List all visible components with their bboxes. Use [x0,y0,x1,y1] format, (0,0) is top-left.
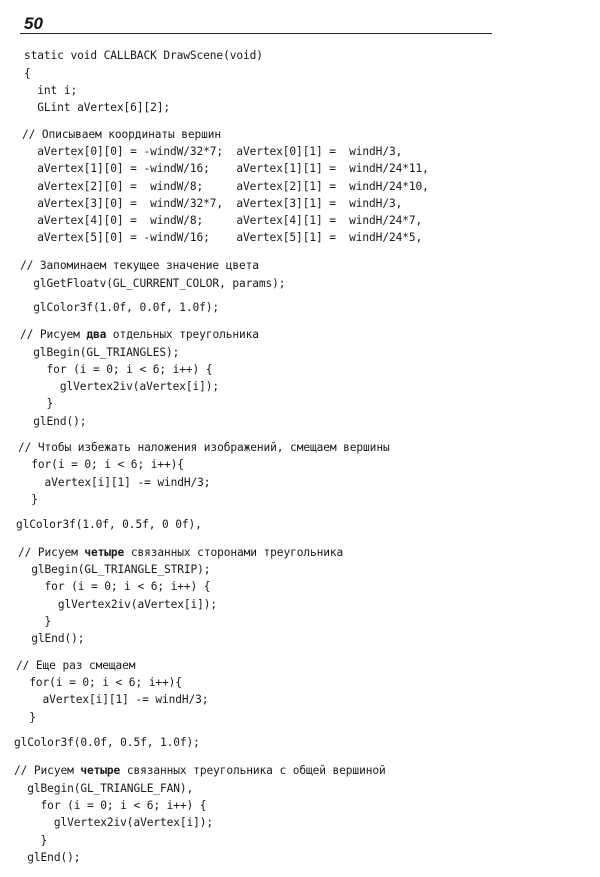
page-number: 50 [24,14,43,33]
code-line: GLint aVertex[6][2]; [24,101,170,114]
code-line: for(i = 0; i < 6; i++){ [16,676,182,689]
comment-suffix: отдельных треугольника [106,328,259,341]
code-line: for(i = 0; i < 6; i++){ [18,458,184,471]
code-line: { [24,67,31,80]
code-line: static void CALLBACK DrawScene(void) [24,49,263,62]
code-line: glVertex2iv(aVertex[i]); [18,598,218,611]
code-line: } [18,493,38,506]
code-line: glColor3f(1.0f, 0.5f, 0 0f), [16,518,202,531]
code-line: glGetFloatv(GL_CURRENT_COLOR, params); [20,277,286,290]
code-line: aVertex[i][1] -= windH/3; [18,476,211,489]
code-line: // Еще раз смещаем [16,659,136,672]
emphasized-word: два [86,328,107,341]
emphasized-word: четыре [80,764,121,777]
code-line: aVertex[4][0] = windW/8; aVertex[4][1] = windH/24*7, [24,214,423,227]
code-line: } [16,711,36,724]
code-line: } [18,615,52,628]
code-line: aVertex[3][0] = windW/32*7, aVertex[3][1] = windH/3, [24,197,403,210]
code-line: aVertex[1][0] = -windW/16; aVertex[1][1] = windH/24*11, [24,162,429,175]
code-line: aVertex[5][0] = -windW/16; aVertex[5][1] = windH/24*5, [24,231,423,244]
emphasized-word: четыре [84,546,125,559]
code-line: aVertex[i][1] -= windH/3; [16,693,209,706]
code-line: glColor3f(1.0f, 0.0f, 1.0f); [20,301,220,314]
comment-prefix: // Рисуем [14,764,81,777]
code-line [14,764,386,778]
code-line: glColor3f(0.0f, 0.5f, 1.0f); [14,736,200,749]
code-line: for (i = 0; i < 6; i++) { [20,363,213,376]
code-line: } [14,834,48,847]
comment-suffix: связанных сторонами треугольника [124,546,344,559]
code-line: glBegin(GL_TRIANGLE_FAN), [14,782,194,795]
code-line: glEnd(); [18,632,85,645]
code-line: glEnd(); [20,415,87,428]
code-line: glBegin(GL_TRIANGLE_STRIP); [18,563,211,576]
code-line: aVertex[2][0] = windW/8; aVertex[2][1] = windH/24*10, [24,180,429,193]
code-line: glVertex2iv(aVertex[i]); [14,816,214,829]
code-line: // Чтобы избежать наложения изображений, смещаем вершины [18,441,390,454]
code-line: // Описываем координаты вершин [22,128,222,141]
code-line: int i; [24,84,78,97]
code-line: aVertex[0][0] = -windW/32*7; aVertex[0][1] = windH/3, [24,145,403,158]
comment-prefix: // Рисуем [18,546,85,559]
code-line: } [20,397,54,410]
comment-prefix: // Рисуем [20,328,87,341]
code-line: glEnd(); [14,851,81,864]
code-line: glVertex2iv(aVertex[i]); [20,380,220,393]
code-line: for (i = 0; i < 6; i++) { [14,799,207,812]
code-line: for (i = 0; i < 6; i++) { [18,580,211,593]
comment-suffix: связанных треугольника с общей вершиной [120,764,386,777]
code-line [20,328,259,342]
code-line: glBegin(GL_TRIANGLES); [20,346,180,359]
code-line: // Запоминаем текущее значение цвета [20,259,259,272]
code-line [18,546,343,560]
